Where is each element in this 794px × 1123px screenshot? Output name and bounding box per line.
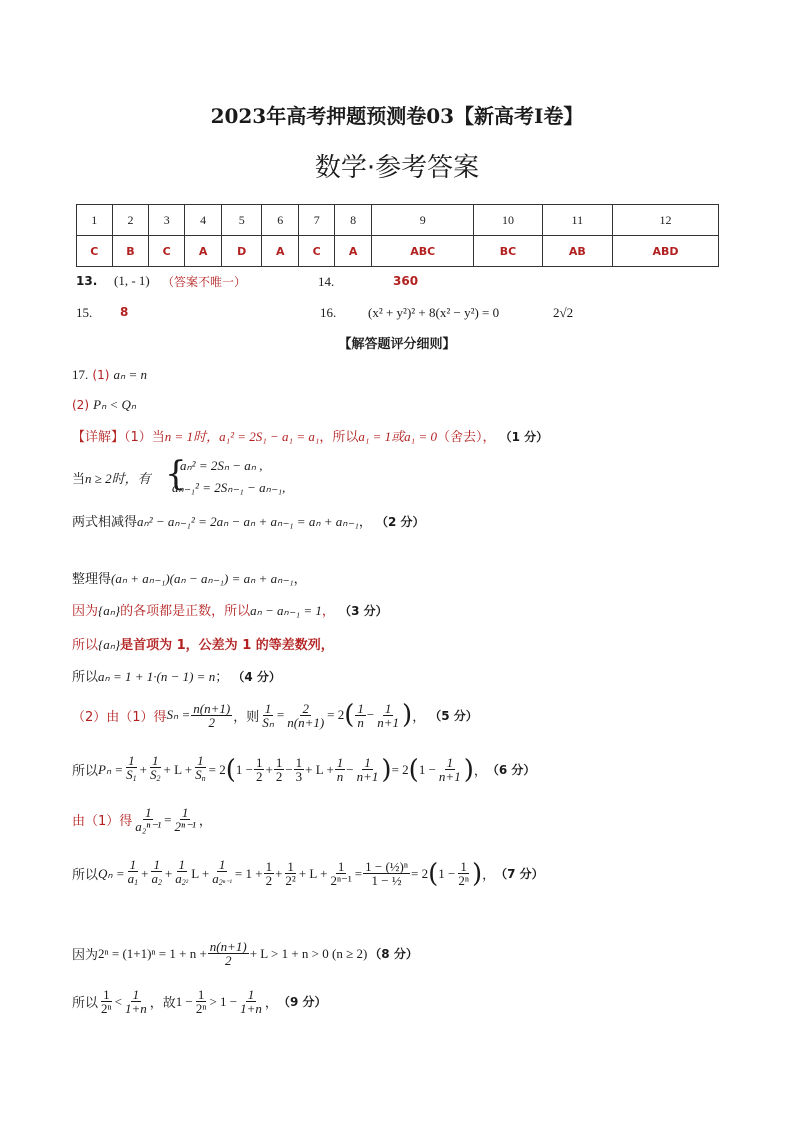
question-number: 3 <box>149 205 185 236</box>
fraction <box>123 988 149 1015</box>
q16-answer-a: (x² + y²)² + 8(x² − y²) = 0 <box>368 305 500 320</box>
math: n = 1时， <box>164 429 220 444</box>
fraction: $\frac{1}{S_2}$ <box>150 753 161 783</box>
paren-icon: ) <box>381 754 392 785</box>
math: 2ⁿ = (1+1)ⁿ = 1 + n + <box>98 945 207 961</box>
question-number: 12 <box>612 205 718 236</box>
text: ， <box>321 604 335 619</box>
math: aₙ − aₙ₋₁ = 1 <box>250 603 322 618</box>
question-number: 2 <box>112 205 149 236</box>
math: a₁ = 1或a₁ = 0 <box>358 429 437 444</box>
text: 所以 <box>72 996 99 1011</box>
answer-cell: C <box>149 236 185 267</box>
score-mark: （1 分） <box>499 430 549 444</box>
text: 因为 <box>72 948 99 963</box>
math: {aₙ} <box>98 637 121 652</box>
q17-step-10 <box>72 806 212 833</box>
q17-step-1 <box>72 426 548 445</box>
text: 是首项为 1，公差为 1 的等差数列， <box>120 638 334 653</box>
fraction <box>375 702 401 729</box>
q16-answer-b: 2√2 <box>553 305 574 320</box>
question-number: 8 <box>334 205 371 236</box>
page-subtitle: 数学·参考答案 <box>314 153 480 183</box>
q14-label: 14. <box>318 274 335 289</box>
numerator: 1 <box>181 805 189 820</box>
math: = 2 <box>327 707 345 722</box>
answer-cell: D <box>222 236 262 267</box>
answer-cell: AB <box>542 236 612 267</box>
denominator: 1+n <box>240 1001 262 1016</box>
fraction: $\frac{1}{a_{2^{n-1}}}$ <box>212 857 232 887</box>
fraction: $\frac{1}{n}$ <box>336 755 344 784</box>
q15-answer: 8 <box>120 305 129 319</box>
text: 所以 <box>72 638 99 653</box>
paren-icon: ( <box>344 700 355 730</box>
answer-cell: ABD <box>612 236 718 267</box>
question-number: 6 <box>262 205 299 236</box>
denominator: 2ⁿ⁻¹ <box>174 819 196 834</box>
denominator: 2ⁿ <box>195 1001 207 1016</box>
score-mark: （4 分） <box>232 670 281 684</box>
q17-step-4 <box>72 568 307 587</box>
numerator: 2 <box>302 700 309 716</box>
numerator: 1 <box>197 987 205 1002</box>
denominator: a₂ⁿ⁻¹ <box>135 819 162 834</box>
math: (aₙ + aₙ₋₁)(aₙ − aₙ₋₁) = aₙ + aₙ₋₁ <box>111 571 294 586</box>
system-eq-1: aₙ² = 2Sₙ − aₙ , <box>180 458 263 473</box>
q13-answer: (1, - 1) <box>114 273 150 288</box>
fraction: $\frac{1}{3}$ <box>295 755 303 784</box>
numerator: 1 <box>384 700 392 716</box>
fraction: $\frac{1}{\text{2²}}$ <box>285 859 296 888</box>
fraction: $\frac{1}{\text{2ⁿ⁻¹}}$ <box>330 859 352 888</box>
q17-step-5 <box>72 600 388 619</box>
detail-tag: 【详解】 <box>72 430 125 445</box>
score-mark: （2 分） <box>376 515 425 529</box>
fraction: $\frac{1}{a_2}$ <box>151 857 162 887</box>
text: ，则 <box>233 709 260 725</box>
brace-icon: { <box>165 454 187 494</box>
answer-cell: A <box>262 236 299 267</box>
math: < <box>114 993 122 1009</box>
fraction <box>133 806 163 833</box>
q13-label: 13. <box>76 274 98 288</box>
fraction <box>99 988 114 1015</box>
denominator: n <box>357 714 364 730</box>
text: 两式相减得 <box>72 515 138 530</box>
answer-table-number-row <box>77 205 719 236</box>
paren-icon: ) <box>463 754 474 785</box>
text: ， <box>358 515 372 530</box>
text: 当 <box>72 472 86 487</box>
fraction: $\frac{1}{S_1}$ <box>126 753 137 783</box>
text: 所以 <box>72 868 99 883</box>
answer-cell: A <box>334 236 371 267</box>
score-mark: （8 分） <box>369 947 418 961</box>
denominator: n+1 <box>377 714 400 730</box>
q17-part2 <box>72 397 136 413</box>
paren-icon: ) <box>471 858 483 889</box>
question-number: 9 <box>372 205 474 236</box>
numerator: 1 <box>132 987 140 1002</box>
text: 因为 <box>72 604 99 619</box>
fraction <box>194 988 209 1015</box>
fraction <box>191 702 232 729</box>
text: 所以 <box>72 670 99 685</box>
text: ， <box>198 814 212 829</box>
text: 由（1）得 <box>72 814 133 829</box>
fraction <box>285 702 326 729</box>
numerator: 1 <box>357 700 364 716</box>
numerator: n(n+1) <box>209 939 247 954</box>
text: 所以 <box>72 764 99 779</box>
q17-step-7 <box>72 666 281 685</box>
q17-step-9: 所以 Pₙ = $\frac{1}{S_1}$ + $\frac{1}{S_2}$ + L + $\frac{1}{S_n}$ = 2 ( 1 − $\frac{1}{2}$ + $\frac{1}{2}$ − $\frac{1}{3}$ + L + $\frac{1}{n}$ − $\frac{1}{n+1}$ ) = 2 ( 1 − $\frac{1}{n+1}$ ) ， （6 分） <box>72 753 536 785</box>
score-mark: （6 分） <box>486 763 536 777</box>
question-number: 4 <box>185 205 222 236</box>
paren-icon: ) <box>402 700 413 730</box>
math: {aₙ} <box>98 603 121 618</box>
math: = <box>276 707 285 722</box>
denominator: 1+n <box>124 1001 147 1016</box>
denominator: Sₙ <box>262 714 274 730</box>
fraction: $\frac{1}{2}$ <box>265 859 273 888</box>
q17-part1-answer: aₙ = n <box>113 367 147 382</box>
fraction: $\frac{1}{a_1}$ <box>127 857 139 887</box>
fraction <box>260 702 276 729</box>
score-mark: （7 分） <box>495 867 544 881</box>
q17-label: 17. <box>72 367 89 382</box>
text: 整理得 <box>72 572 112 587</box>
q17-part1 <box>72 367 147 383</box>
q17-part2-tag: (2) <box>72 398 89 412</box>
fraction: $\frac{1}{n+1}$ <box>438 755 461 784</box>
paren-icon: ( <box>428 858 439 889</box>
answer-cell: A <box>185 236 222 267</box>
math: > 1 − <box>209 993 238 1009</box>
denominator: n(n+1) <box>287 714 325 730</box>
question-number: 1 <box>77 205 113 236</box>
numerator: 1 <box>264 700 272 716</box>
q14-answer: 360 <box>393 274 419 288</box>
fraction: $\frac{1}{2}$ <box>275 755 283 784</box>
answer-table <box>76 204 719 267</box>
answer-cell: BC <box>474 236 543 267</box>
math: + L > 1 + n > 0 (n ≥ 2) <box>249 945 368 961</box>
fraction: $\frac{1}{S_n}$ <box>195 753 206 783</box>
fraction: $\frac{\text{1 − (½)ⁿ}}{\text{1 − ½}}$ <box>365 859 408 888</box>
text: （1）当 <box>124 430 165 445</box>
q17-step-2 <box>72 468 151 487</box>
question-number: 7 <box>299 205 335 236</box>
math: Pₙ = <box>98 761 124 777</box>
text: （舍去）， <box>436 430 496 445</box>
fraction: $\frac{1}{2}$ <box>255 755 263 784</box>
text: ， <box>412 709 426 725</box>
q17-step-13 <box>72 988 326 1015</box>
math: Qₙ = <box>98 865 125 881</box>
text: ，故 <box>149 996 176 1011</box>
denominator: 2 <box>225 953 232 968</box>
fraction: $\frac{1}{a_{2^2}}$ <box>175 857 189 887</box>
fraction <box>355 702 366 729</box>
q13-note: （答案不唯一） <box>162 275 247 289</box>
section-heading: 【解答题评分细则】 <box>338 337 456 352</box>
text: ， <box>293 572 307 587</box>
page-title: 2023年高考押题预测卷03【新高考Ⅰ卷】 <box>210 104 584 128</box>
q17-part1-tag: (1) <box>92 368 110 382</box>
answer-table-answer-row <box>77 236 719 267</box>
question-number: 10 <box>474 205 543 236</box>
score-mark: （5 分） <box>429 708 478 723</box>
math: n ≥ 2时，有 <box>85 471 151 486</box>
math: aₙ² − aₙ₋₁² = 2aₙ − aₙ + aₙ₋₁ = aₙ + aₙ₋₁ <box>137 514 359 529</box>
math: = <box>164 811 172 827</box>
answer-cell: C <box>299 236 335 267</box>
system-eq-2: aₙ₋₁² = 2Sₙ₋₁ − aₙ₋₁, <box>172 480 286 495</box>
text: ， <box>264 996 278 1011</box>
q17-step-6 <box>72 634 334 653</box>
math: Sₙ = <box>166 707 191 722</box>
q17-step-3 <box>72 511 425 530</box>
paren-icon: ( <box>225 754 236 785</box>
question-number: 5 <box>222 205 262 236</box>
fraction: $\frac{1}{n+1}$ <box>356 755 379 784</box>
question-number: 11 <box>542 205 612 236</box>
answer-cell: C <box>77 236 113 267</box>
numerator: 1 <box>247 987 255 1002</box>
fraction: $\frac{1}{\text{2ⁿ}}$ <box>458 859 469 888</box>
math: − <box>366 707 375 722</box>
q16-label: 16. <box>320 305 337 320</box>
numerator: n(n+1) <box>193 700 231 716</box>
q17-step-8 <box>72 700 478 730</box>
score-mark: （3 分） <box>339 604 388 618</box>
fraction <box>173 806 198 833</box>
text: 的各项都是正数，所以 <box>120 604 251 619</box>
q17-part2-answer: Pₙ < Qₙ <box>93 397 137 412</box>
answer-cell: ABC <box>372 236 474 267</box>
fraction <box>208 940 249 967</box>
text: （2）由（1）得 <box>72 709 167 725</box>
q15-label: 15. <box>76 305 93 320</box>
paren-icon: ( <box>408 754 419 785</box>
score-mark: （9 分） <box>277 995 327 1009</box>
math: 1 − <box>175 993 193 1009</box>
math: a₁² = 2S₁ − a₁ = a₁ <box>219 429 320 444</box>
denominator: 2 <box>208 714 215 730</box>
q17-step-12 <box>72 940 418 967</box>
text: ； <box>215 670 229 685</box>
q17-step-11: 所以 Qₙ = $\frac{1}{a_1}$ + $\frac{1}{a_2}$ + $\frac{1}{a_{2^2}}$ L + $\frac{1}{a_{2^{n-1}}}$ = 1 + $\frac{1}{2}$ + $\frac{1}{\text{2²}}$ + L + $\frac{1}{\text{2ⁿ⁻¹}}$ = $\frac{\text{1 − (½)ⁿ}}{\text{1 − ½}}$ = 2 ( 1 − $\frac{1}{\text{2ⁿ}}$ ) ， （7 分） <box>72 857 544 889</box>
numerator: 1 <box>144 805 152 820</box>
answer-cell: B <box>112 236 149 267</box>
numerator: 1 <box>103 987 110 1002</box>
fraction <box>238 988 264 1015</box>
text: ，所以 <box>319 430 359 445</box>
denominator: 2ⁿ <box>101 1001 112 1016</box>
math: aₙ = 1 + 1·(n − 1) = n <box>98 669 216 684</box>
